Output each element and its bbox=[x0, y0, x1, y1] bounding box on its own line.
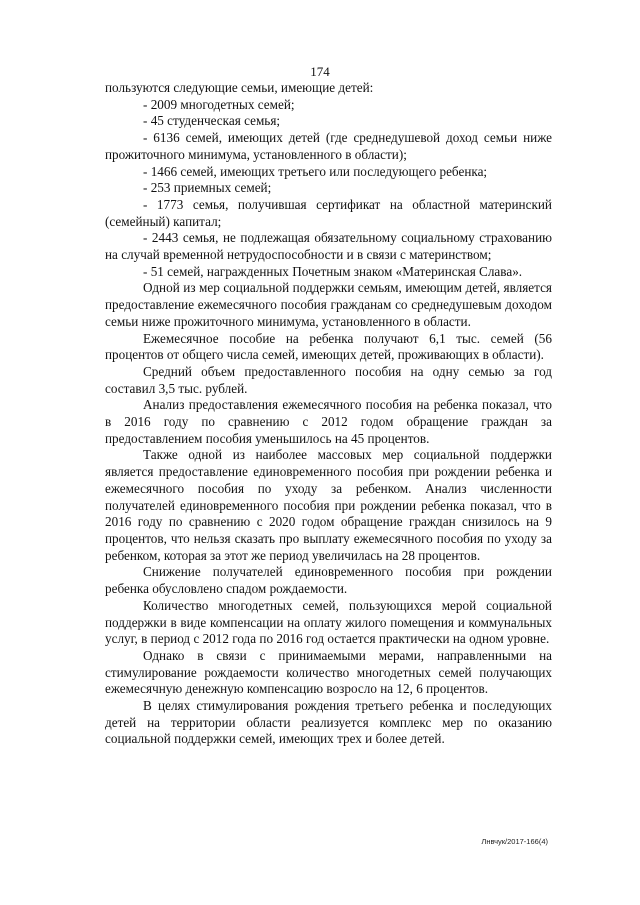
body-text bbox=[105, 80, 552, 748]
list-item: - 2443 семья, не подлежащая обязательному социальному страхованию на случай временной нетрудоспособности и в связи с материнством; bbox=[105, 230, 552, 263]
list-item: - 1466 семей, имеющих третьего или последующего ребенка; bbox=[143, 163, 488, 179]
paragraph: Анализ предоставления ежемесячного пособия на ребенка показал, что в 2016 году по сравнению с 2012 годом обращение граждан за предоставлением пособия уменьшилось на 45 процентов. bbox=[105, 397, 552, 446]
list-item: - 2009 многодетных семей; bbox=[143, 96, 295, 112]
intro-line: пользуются следующие семьи, имеющие детей: bbox=[105, 80, 374, 95]
list-item: - 51 семей, награжденных Почетным знаком «Материнская Слава». bbox=[143, 263, 523, 279]
paragraph: Ежемесячное пособие на ребенка получают 6,1 тыс. семей (56 процентов от общего числа семей, имеющих детей, проживающих в области). bbox=[105, 330, 552, 363]
paragraph: Одной из мер социальной поддержки семьям, имеющим детей, является предоставление ежемесячного пособия гражданам со среднедушевым доходом семьи ниже прожиточного минимума, установленного в области. bbox=[105, 280, 552, 329]
paragraph: Средний объем предоставленного пособия на одну семью за год составил 3,5 тыс. рублей. bbox=[105, 363, 552, 396]
paragraph: Снижение получателей единовременного пособия при рождении ребенка обусловлено спадом рождаемости. bbox=[105, 564, 552, 597]
list-item: - 45 студенческая семья; bbox=[143, 113, 281, 129]
document-code: Лнвчук/2017-166(4) bbox=[481, 837, 548, 846]
paragraph: Количество многодетных семей, пользующихся мерой социальной поддержки в виде компенсации на оплату жилого помещения и коммунальных услуг, в период с 2012 года по 2016 год остается практически на одном уровне. bbox=[105, 597, 552, 647]
page-number: 174 bbox=[310, 64, 330, 79]
list-item: - 253 приемных семей; bbox=[143, 180, 272, 196]
list-item: - 6136 семей, имеющих детей (где среднедушевой доход семьи ниже прожиточного минимума, установленного в области); bbox=[105, 130, 552, 162]
paragraph: Однако в связи с принимаемыми мерами, направленными на стимулирование рождаемости количество многодетных семей получающих ежемесячную денежную компенсацию возросло на 12, 6 процентов. bbox=[105, 647, 552, 697]
paragraph: Также одной из наиболее массовых мер социальной поддержки является предоставление единовременного пособия при рождении ребенка и ежемесячного пособия по уходу за ребенком. Анализ численности получателей единовременного пособия при рождении ребенка показал, что в 2016 году по сравнению с 2020 годом обращение граждан снизилось на 9 процентов, что нельзя сказать про выплату ежемесячного пособия по уходу за ребенком, которая за этот же период увеличилась на 28 процентов. bbox=[105, 447, 552, 563]
paragraph: В целях стимулирования рождения третьего ребенка и последующих детей на территории области реализуется комплекс мер по оказанию социальной поддержки семей, имеющих трех и более детей. bbox=[105, 698, 552, 747]
list-item: - 1773 семья, получившая сертификат на областной материнский (семейный) капитал; bbox=[105, 196, 552, 229]
